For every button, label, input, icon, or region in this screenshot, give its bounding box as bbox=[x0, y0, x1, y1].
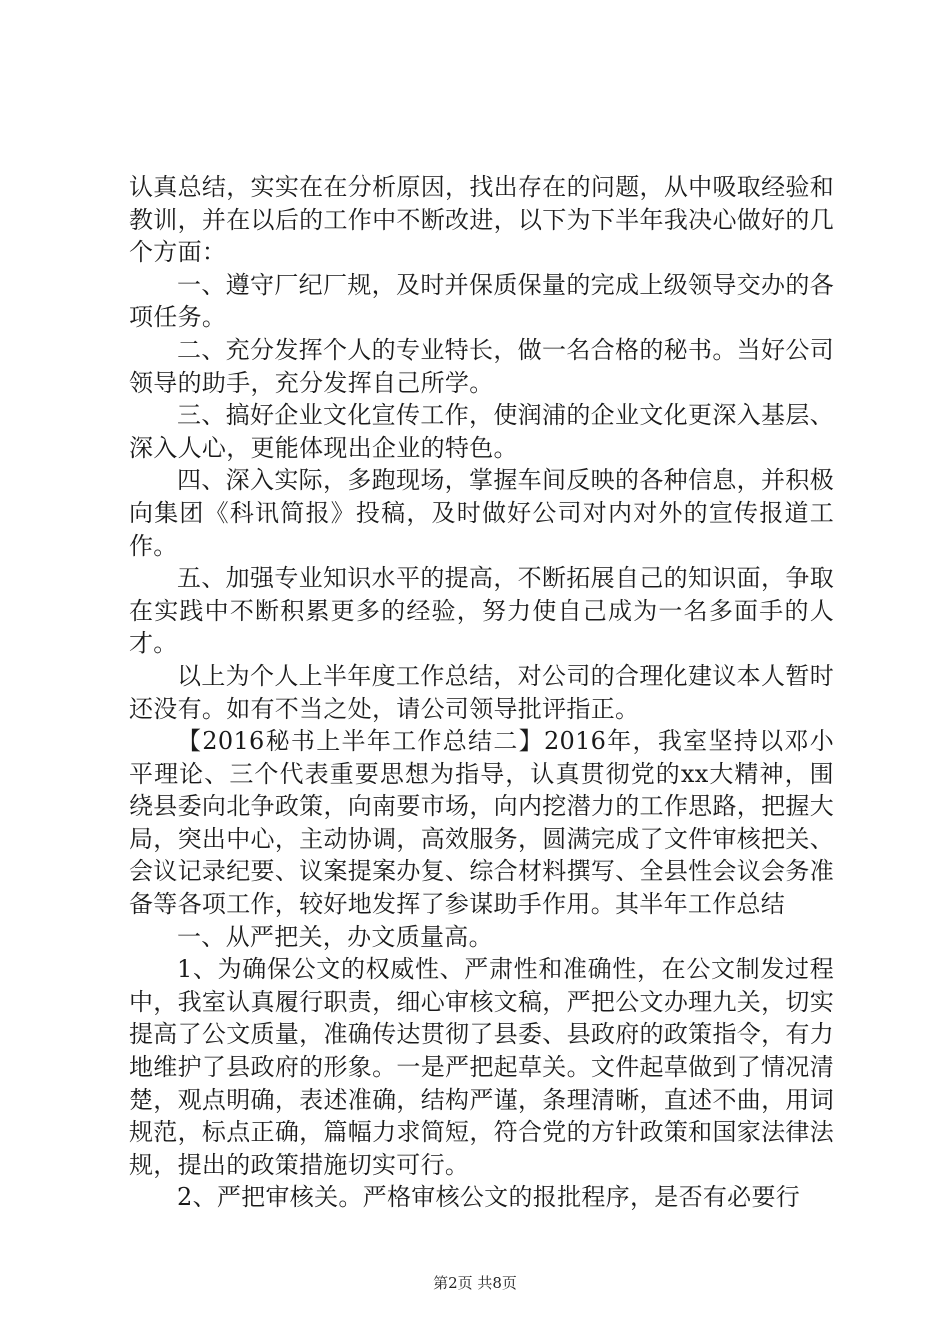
paragraph: 认真总结，实实在在分析原因，找出存在的问题，从中吸取经验和教训，并在以后的工作中不断改进，以下为下半年我决心做好的几个方面： bbox=[129, 173, 834, 267]
paragraph: 2、严把审核关。严格审核公文的报批程序，是否有必要行 bbox=[177, 1183, 801, 1212]
paragraph: 四、深入实际，多跑现场，掌握车间反映的各种信息，并积极向集团《科讯简报》投稿，及时做好公司对内对外的宣传报道工作。 bbox=[129, 466, 834, 560]
paragraph: 三、搞好企业文化宣传工作，使润浦的企业文化更深入基层、深入人心，更能体现出企业的特色。 bbox=[129, 401, 834, 462]
page-number-footer: 第2页 共8页 bbox=[433, 1274, 517, 1292]
paragraph: 一、遵守厂纪厂规，及时并保质保量的完成上级领导交办的各项任务。 bbox=[129, 270, 834, 332]
paragraph: 【2016秘书上半年工作总结二】2016年，我室坚持以邓小平理论、三个代表重要思想为指导，认真贯彻党的xx大精神，围绕县委向北争政策，向南要市场，向内挖潜力的工作思路，把握大局，突出中心，主动协调，高效服务，圆满完成了文件审核把关、会议记录纪要、议案提案办复、综合材料撰写、全县性会议会务准备等各项工作，较好地发挥了参谋助手作用。其半年工作总结 bbox=[129, 727, 834, 919]
paragraph: 以上为个人上半年度工作总结，对公司的合理化建议本人暂时还没有。如有不当之处，请公司领导批评指正。 bbox=[129, 661, 834, 723]
section-heading: 一、从严把关，办文质量高。 bbox=[177, 922, 493, 951]
paragraph: 二、充分发挥个人的专业特长，做一名合格的秘书。当好公司领导的助手，充分发挥自己所学。 bbox=[129, 335, 834, 397]
paragraph: 1、为确保公文的权威性、严肃性和准确性，在公文制发过程中，我室认真履行职责，细心审核文稿，严把公文办理九关，切实提高了公文质量，准确传达贯彻了县委、县政府的政策指令，有力地维护了县政府的形象。一是严把起草关。文件起草做到了情况清楚，观点明确，表述准确，结构严谨，条理清晰，直述不曲，用词规范，标点正确，篇幅力求简短，符合党的方针政策和国家法律法规，提出的政策措施切实可行。 bbox=[129, 955, 834, 1179]
paragraph: 五、加强专业知识水平的提高，不断拓展自己的知识面，争取在实践中不断积累更多的经验，努力使自己成为一名多面手的人才。 bbox=[129, 564, 834, 658]
document-body bbox=[129, 171, 834, 1214]
